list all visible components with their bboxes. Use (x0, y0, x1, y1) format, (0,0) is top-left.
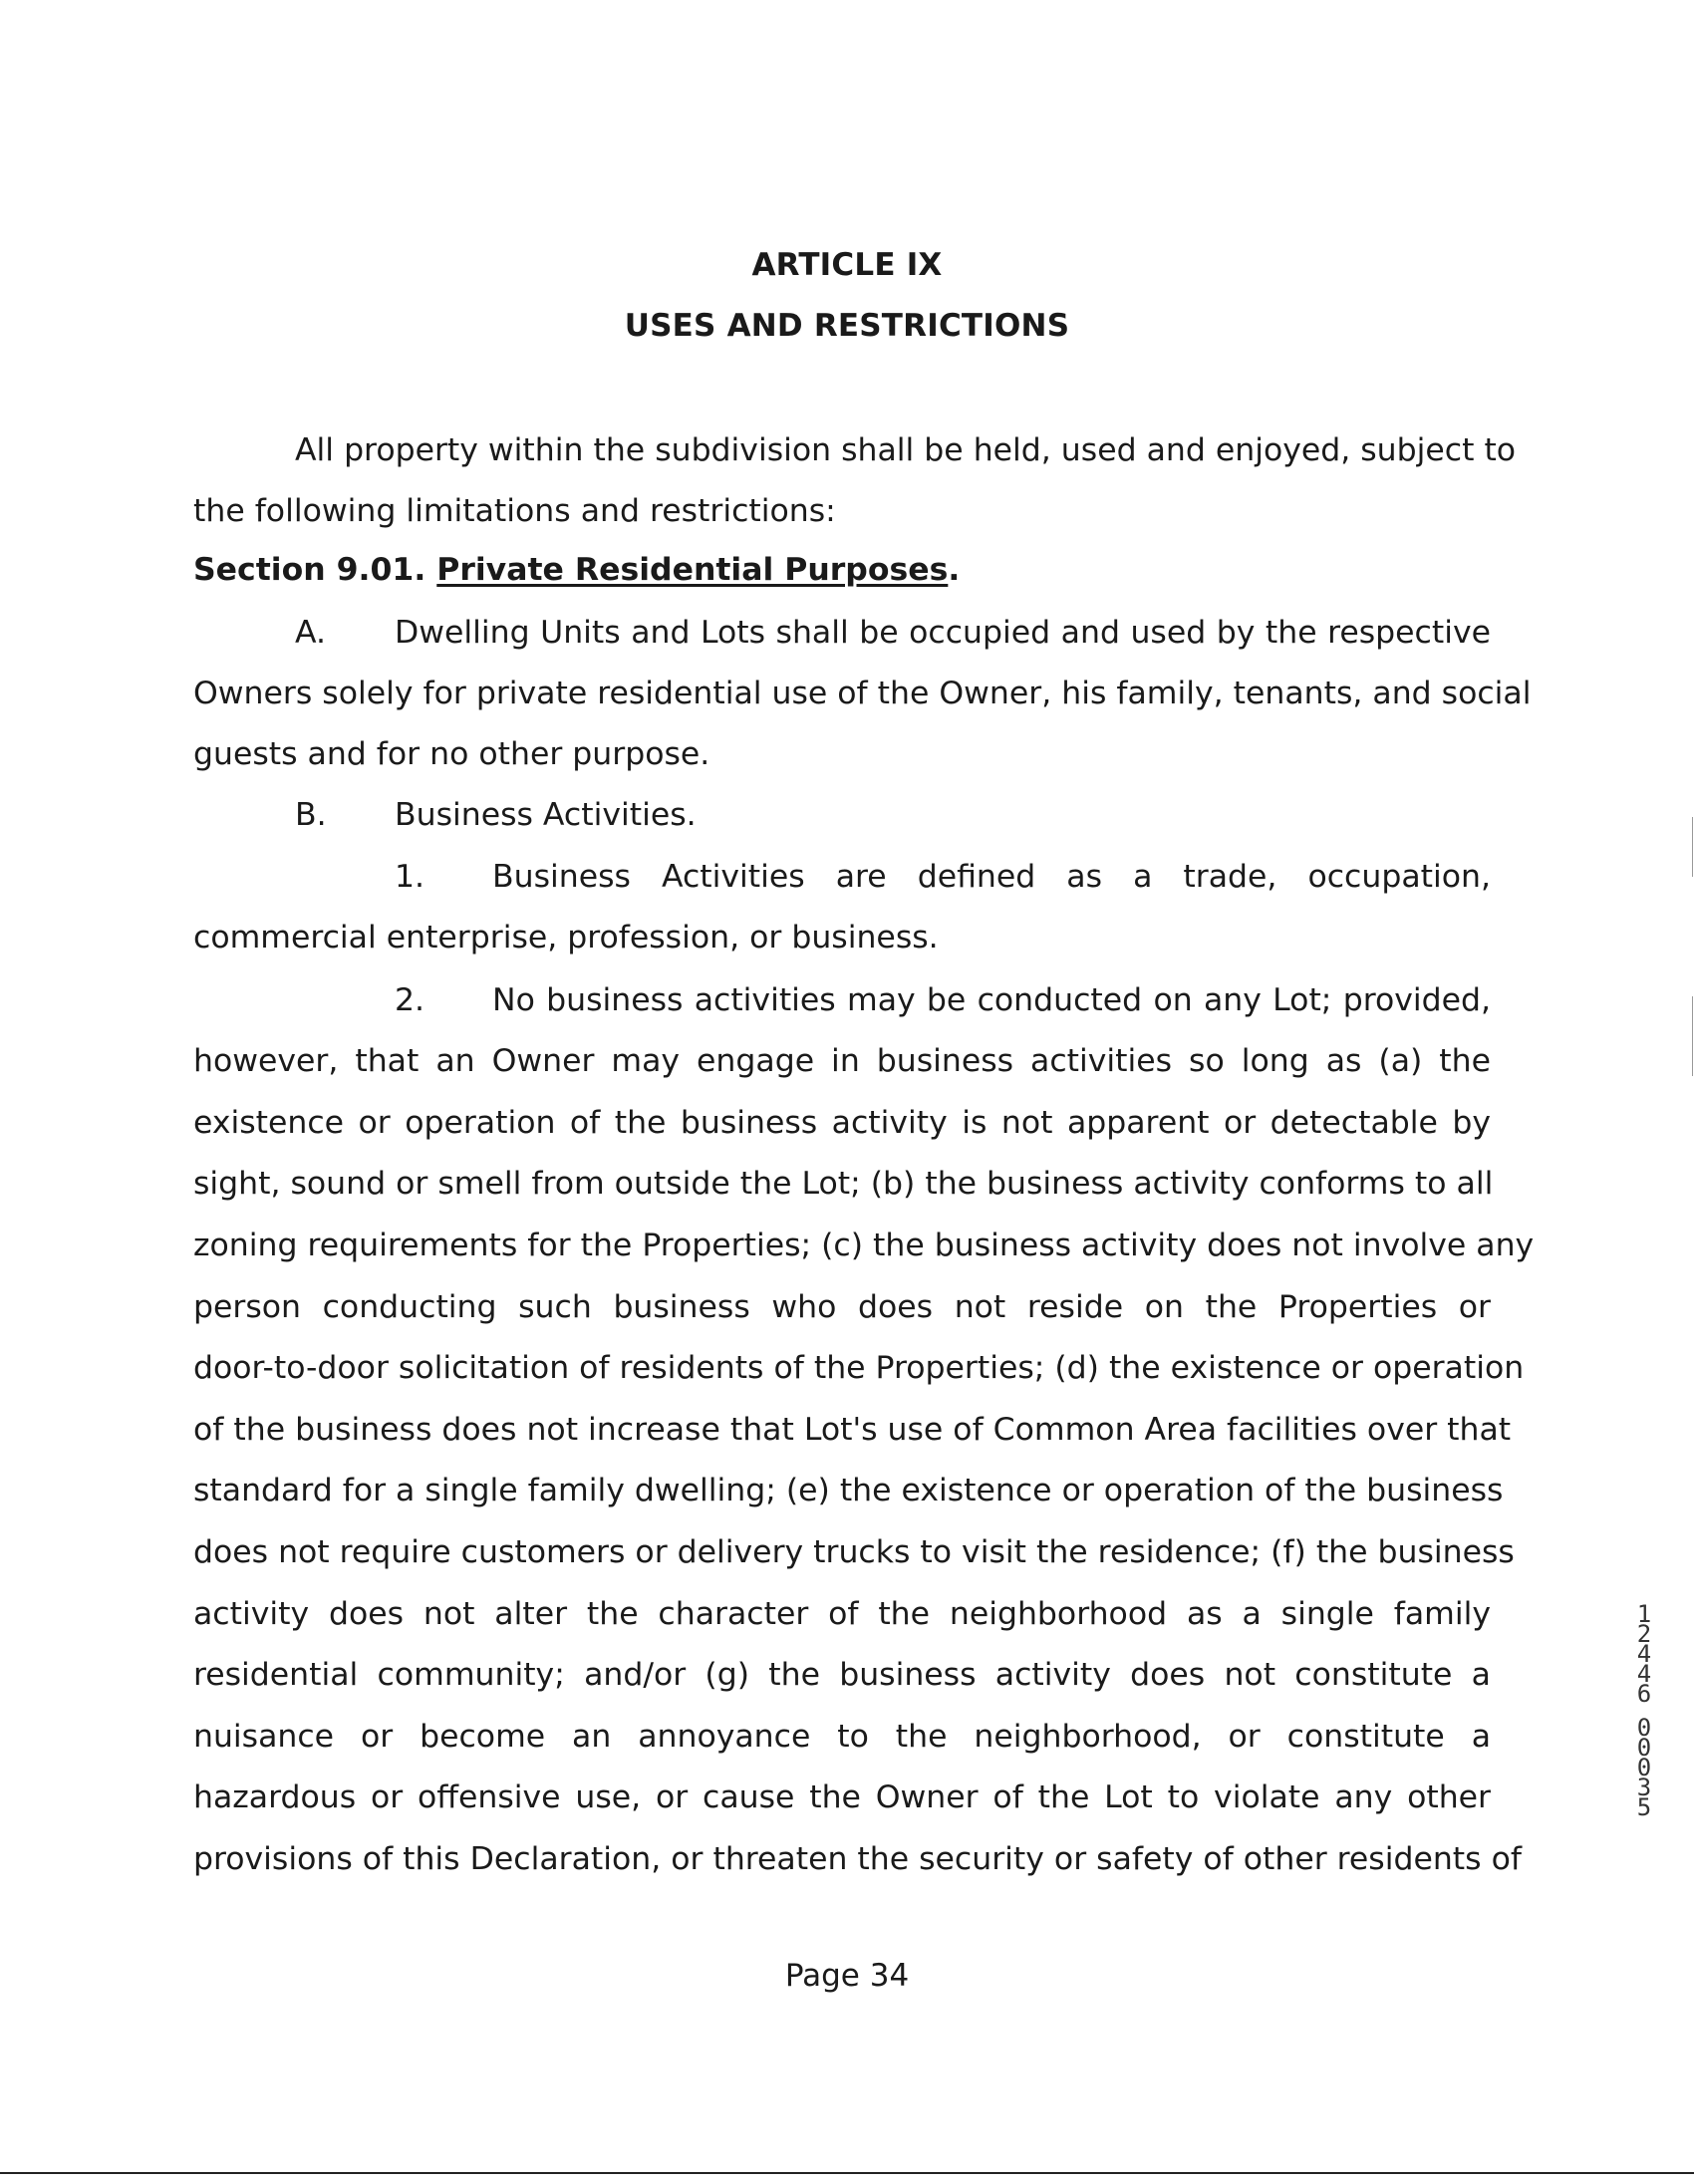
item-b2-line-15: provisions of this Declaration, or threaten the security or safety of other residents of (193, 1841, 1522, 1877)
item-b2-line-8: of the business does not increase that Lot's use of Common Area facilities over that (193, 1412, 1512, 1448)
section-terminator: . (948, 552, 961, 588)
intro-line-1: All property within the subdivision shall be held, used and enjoyed, subject to (295, 432, 1517, 468)
item-b1-label: 1. (395, 859, 425, 895)
item-b1-line-1: Business Activities are defined as a trade, occupation, (492, 859, 1491, 895)
item-b2-line-4: sight, sound or smell from outside the Lot; (b) the business activity conforms to all (193, 1166, 1494, 1202)
page-number: Page 34 (784, 1958, 910, 1994)
item-b2-line-11: activity does not alter the character of the neighborhood as a single family (193, 1596, 1491, 1632)
recording-stamp (1624, 1600, 1664, 1821)
stamp-char: 0 (1636, 1734, 1652, 1762)
item-b1-line-2: commercial enterprise, profession, or business. (193, 920, 939, 956)
item-b2-label: 2. (395, 982, 425, 1018)
bottom-rule (0, 2172, 1694, 2174)
stamp-char: 3 (1636, 1774, 1652, 1801)
item-a-line-1: Dwelling Units and Lots shall be occupied and used by the respective (395, 615, 1491, 651)
section-heading (193, 548, 960, 592)
item-a-line-3: guests and for no other purpose. (193, 736, 710, 772)
scan-edge-mark (1692, 817, 1693, 877)
stamp-char: 4 (1636, 1660, 1652, 1688)
article-number: ARTICLE IX (751, 247, 943, 283)
article-title: USES AND RESTRICTIONS (624, 308, 1070, 344)
stamp-char: 4 (1636, 1640, 1652, 1668)
stamp-char: 2 (1636, 1620, 1652, 1648)
item-b2-line-14: hazardous or offensive use, or cause the Owner of the Lot to violate any other (193, 1779, 1491, 1815)
stamp-char: 1 (1636, 1600, 1652, 1628)
section-label: Section 9.01. (193, 552, 426, 588)
item-b2-line-10: does not require customers or delivery trucks to visit the residence; (f) the business (193, 1534, 1515, 1570)
item-b2-line-7: door-to-door solicitation of residents of the Properties; (d) the existence or operation (193, 1350, 1525, 1386)
stamp-char: 6 (1636, 1680, 1652, 1708)
item-b-label: B. (295, 797, 327, 833)
item-b2-line-12: residential community; and/or (g) the business activity does not constitute a (193, 1657, 1491, 1693)
intro-line-2: the following limitations and restrictions: (193, 493, 836, 529)
item-b-heading: Business Activities. (395, 797, 697, 833)
stamp-char: 0 (1636, 1754, 1652, 1781)
item-b2-line-5: zoning requirements for the Properties; (c) the business activity does not involve any (193, 1228, 1535, 1263)
item-b2-line-9: standard for a single family dwelling; (e) the existence or operation of the business (193, 1473, 1504, 1508)
stamp-char: 5 (1636, 1793, 1652, 1821)
item-b2-line-13: nuisance or become an annoyance to the neighborhood, or constitute a (193, 1719, 1491, 1755)
item-b2-line-1: No business activities may be conducted on any Lot; provided, (492, 982, 1491, 1018)
item-a-line-2: Owners solely for private residential use of the Owner, his family, tenants, and social (193, 676, 1532, 711)
item-b2-line-2: however, that an Owner may engage in business activities so long as (a) the (193, 1043, 1491, 1079)
item-b2-line-3: existence or operation of the business activity is not apparent or detectable by (193, 1105, 1491, 1141)
scan-edge-mark (1692, 996, 1693, 1076)
item-b2-line-6: person conducting such business who does not reside on the Properties or (193, 1289, 1491, 1325)
stamp-char: 0 (1636, 1714, 1652, 1742)
item-a-label: A. (295, 615, 327, 651)
section-title: Private Residential Purposes (436, 552, 949, 588)
